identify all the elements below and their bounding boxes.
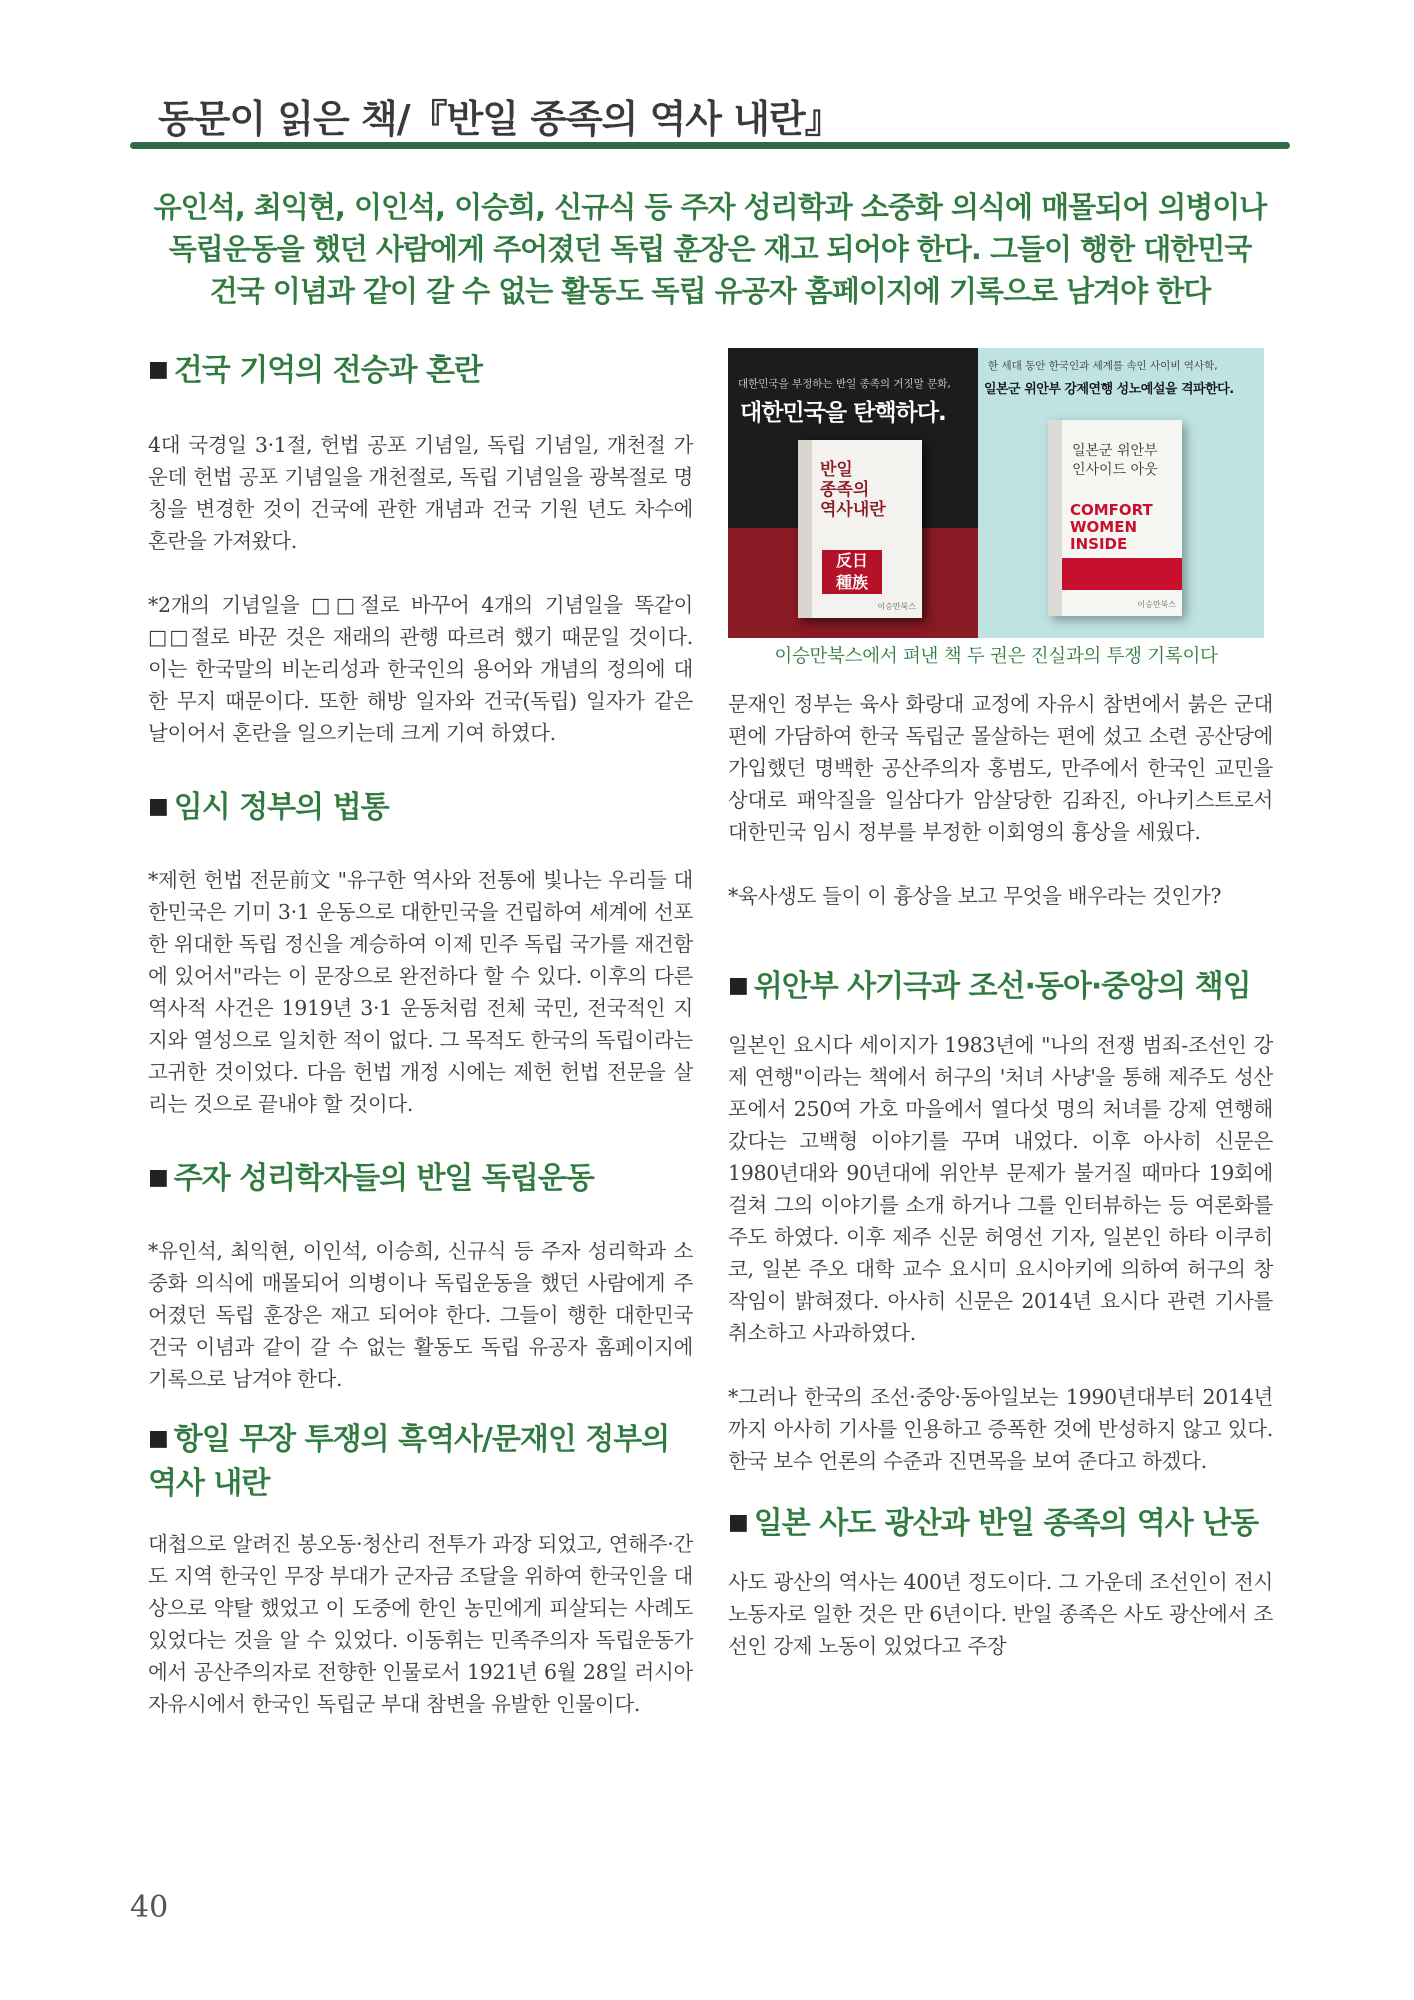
section-title-text: 항일 무장 투쟁의 흑역사/문재인 정부의 역사 내란: [148, 1422, 670, 1501]
paragraph: *육사생도 들이 이 흉상을 보고 무엇을 배우라는 것인가?: [728, 884, 1222, 908]
section-title: [148, 348, 693, 393]
paragraph: *제헌 헌법 전문前文 "유구한 역사와 전통에 빛나는 우리들 대한민국은 기미 3·1 운동으로 대한민국을 건립하여 세계에 선포한 위대한 독립 정신을 계승하여 이제 민주 독립 국가를 재건함에 있어서"라는 이 문장으로 완전하다 할 수 있다. 이후의 다른 역사적 사건은 1919년 3·1 운동처럼 전체 국민, 전국적인 지지와 열성으로 일치한 적이 없다. 그 목적도 한국의 독립이라는 고귀한 것이었다. 다음 헌법 개정 시에는 제헌 헌법 전문을 살리는 것으로 끝내야 할 것이다.: [148, 868, 693, 1116]
paragraph: 대첩으로 알려진 봉오동·청산리 전투가 과장 되었고, 연해주·간도 지역 한국인 무장 부대가 군자금 조달을 위하여 한국인을 대상으로 약탈 했었고 이 도중에 한인 농민에게 피살되는 사례도 있었다는 것을 알 수 있었다. 이동휘는 민족주의자 독립운동가에서 공산주의자로 전향한 인물로서 1921년 6월 28일 러시아 자유시에서 한국인 독립군 부대 참변을 유발한 인물이다.: [148, 1532, 693, 1716]
right-column: [728, 348, 1273, 1662]
section-title: [148, 1156, 693, 1201]
square-bullet-icon: ■: [148, 1426, 168, 1451]
header-divider: [130, 142, 1290, 149]
book-cover-left: 대한민국을 부정하는 반일 종족의 거짓말 문화, 대한민국을 탄핵하다. 반일 종족의 역사내란 反日 種族 이승만북스: [728, 348, 978, 638]
lead-summary: [140, 186, 1280, 312]
page-title: 동문이 읽은 책/『반일 종족의 역사 내란』: [158, 97, 842, 141]
paragraph: *유인석, 최익현, 이인석, 이승희, 신규식 등 주자 성리학과 소중화 의식에 매몰되어 의병이나 독립운동을 했던 사람에게 주어졌던 독립 훈장은 재고 되어야 한다. 그들이 행한 대한민국 건국 이념과 같이 갈 수 없는 활동도 독립 유공자 홈페이지에 기록으로 남겨야 한다.: [148, 1239, 693, 1391]
book-image: 일본군 위안부 인사이드 아웃 COMFORT WOMEN INSIDE 이승만북스: [1048, 420, 1182, 616]
paragraph: 문재인 정부는 육사 화랑대 교정에 자유시 참변에서 붉은 군대 편에 가담하여 한국 독립군 몰살하는 편에 섰고 소련 공산당에 가입했던 명백한 공산주의자 홍범도, 만주에서 한국인 교민을 상대로 패악질을 일삼다가 암살당한 김좌진, 아나키스트로서 대한민국 임시 정부를 부정한 이회영의 흉상을 세웠다.: [728, 692, 1273, 844]
lead-line: 유인석, 최익현, 이인석, 이승희, 신규식 등 주자 성리학과 소중화 의식에 매몰되어 의병이나: [153, 190, 1267, 224]
paragraph: *그러나 한국의 조선·중앙·동아일보는 1990년대부터 2014년까지 아사히 기사를 인용하고 증폭한 것에 반성하지 않고 있다. 한국 보수 언론의 수준과 진면목을 보여 준다고 하겠다.: [728, 1385, 1273, 1473]
square-bullet-icon: ■: [148, 794, 168, 819]
section-title: [728, 1501, 1273, 1546]
section-title-text: 임시 정부의 법통: [173, 790, 389, 825]
square-bullet-icon: ■: [728, 973, 748, 998]
paragraph: *2개의 기념일을 □□절로 바꾸어 4개의 기념일을 똑같이 □□절로 바꾼 것은 재래의 관행 따르려 했기 때문일 것이다. 이는 한국말의 비논리성과 한국인의 용어와 개념의 정의에 대한 무지 때문이다. 또한 해방 일자와 건국(독립) 일자가 같은 날이어서 혼란을 일으키는데 크게 기여 하였다.: [148, 593, 693, 745]
square-bullet-icon: ■: [148, 357, 168, 382]
book-image: 반일 종족의 역사내란 反日 種族 이승만북스: [798, 440, 922, 618]
book-covers-image: [728, 348, 1264, 638]
square-bullet-icon: ■: [728, 1510, 748, 1535]
section-title-text: 주자 성리학자들의 반일 독립운동: [173, 1161, 594, 1196]
section-title-text: 위안부 사기극과 조선·동아·중앙의 책임: [753, 969, 1251, 1004]
paragraph: 사도 광산의 역사는 400년 정도이다. 그 가운데 조선인이 전시 노동자로 일한 것은 만 6년이다. 반일 종족은 사도 광산에서 조선인 강제 노동이 있었다고 주장: [728, 1570, 1273, 1658]
section-title-text: 건국 기억의 전승과 혼란: [173, 353, 482, 388]
lead-line: 독립운동을 했던 사람에게 주어졌던 독립 훈장은 재고 되어야 한다. 그들이 행한 대한민국: [168, 232, 1252, 266]
paragraph: 일본인 요시다 세이지가 1983년에 "나의 전쟁 범죄-조선인 강제 연행"이라는 책에서 허구의 '처녀 사냥'을 통해 제주도 성산포에서 250여 가호 마을에서 열다섯 명의 처녀를 강제 연행해 갔다는 고백형 이야기를 꾸며 내었다. 이후 아사히 신문은 1980년대와 90년대에 위안부 문제가 불거질 때마다 19회에 걸쳐 그의 이야기를 소개 하거나 그를 인터뷰하는 등 여론화를 주도 하였다. 이후 제주 신문 허영선 기자, 일본인 하타 이쿠히코, 일본 주오 대학 교수 요시미 요시아키에 의하여 허구의 창작임이 밝혀졌다. 아사히 신문은 2014년 요시다 관련 기사를 취소하고 사과하였다.: [728, 1033, 1273, 1345]
left-column: [148, 348, 693, 1720]
section-title: [728, 964, 1273, 1009]
figure-caption: 이승만북스에서 펴낸 책 두 권은 진실과의 투쟁 기록이다: [774, 646, 1218, 667]
paragraph: 4대 국경일 3·1절, 헌법 공포 기념일, 독립 기념일, 개천절 가운데 헌법 공포 기념일을 개천절로, 독립 기념일을 광복절로 명칭을 변경한 것이 건국에 관한 개념과 건국 기원 년도 차수에 혼란을 가져왔다.: [148, 433, 693, 553]
page-number: 40: [130, 1890, 169, 1925]
book-cover-right: 한 세대 동안 한국인과 세계를 속인 사이비 역사학, 일본군 위안부 강제연행 성노예설을 격파한다. 일본군 위안부 인사이드 아웃 COMFORT WOMEN INSIDE 이승만북스: [978, 348, 1264, 638]
square-bullet-icon: ■: [148, 1165, 168, 1190]
section-title: [148, 785, 693, 830]
section-title: [148, 1417, 693, 1506]
lead-line: 건국 이념과 같이 갈 수 없는 활동도 독립 유공자 홈페이지에 기록으로 남겨야 한다: [209, 274, 1211, 308]
section-title-text: 일본 사도 광산과 반일 종족의 역사 난동: [753, 1506, 1259, 1541]
